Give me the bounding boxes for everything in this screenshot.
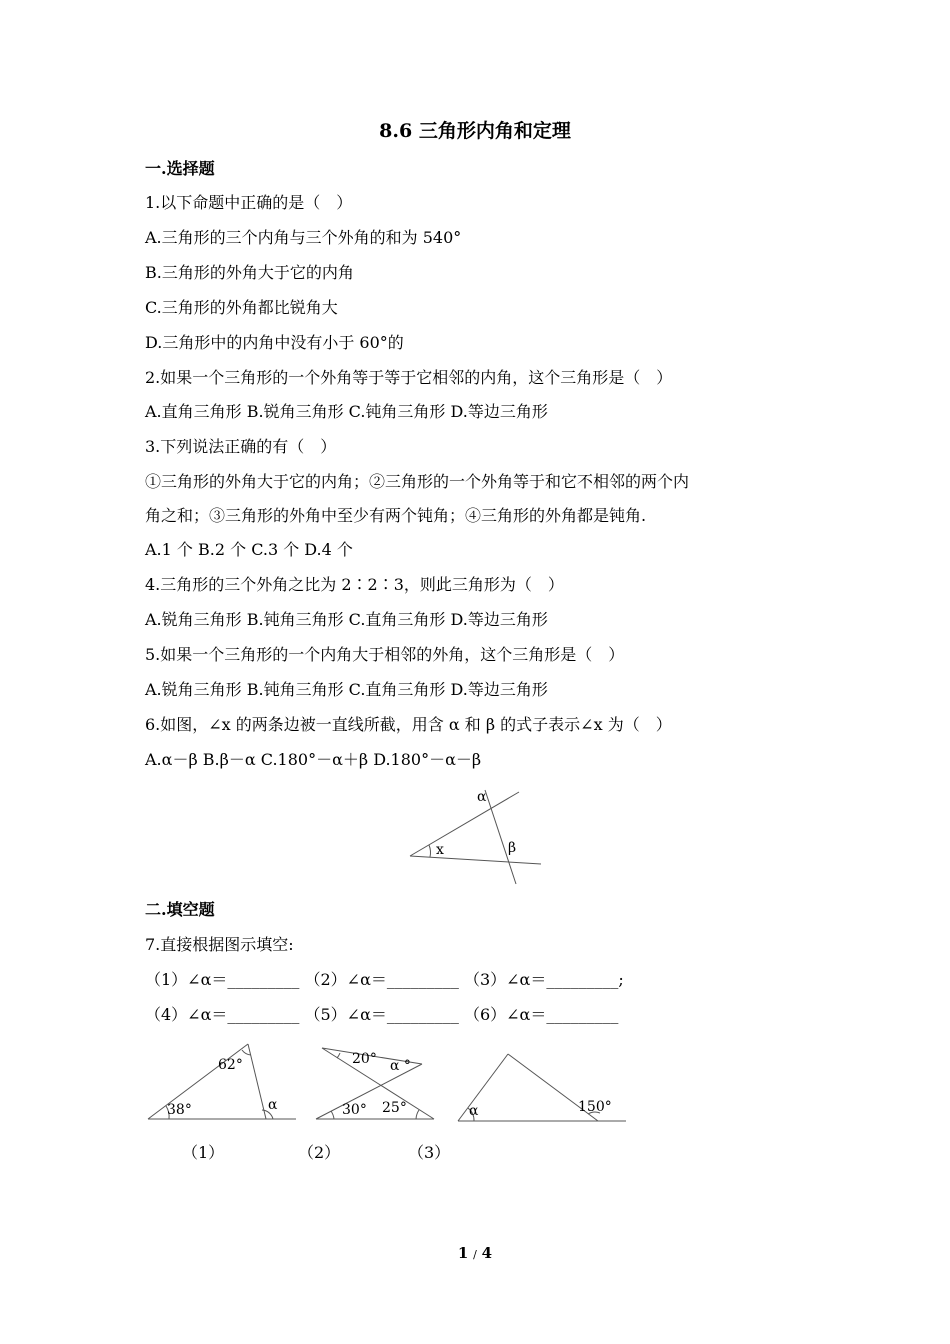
q6-figure xyxy=(405,785,545,885)
q6-lower-ray xyxy=(410,856,541,864)
q6-options: A.α－β B.β－α C.180°－α＋β D.180°－α－β xyxy=(145,750,482,769)
q6-upper-ray xyxy=(410,792,519,856)
q6-stem: 6.如图，∠x 的两条边被一直线所截，用含 α 和 β 的式子表示∠x 为（ ） xyxy=(145,715,672,734)
fig3-alpha-label: α xyxy=(469,1103,479,1119)
fig1-caption: （1） xyxy=(182,1143,225,1162)
q7-row2: （4）∠α＝_________ （5）∠α＝_________ （6）∠α＝_________ xyxy=(145,1005,619,1024)
fig2-arc-top xyxy=(337,1053,340,1058)
fig2-arc-right xyxy=(416,1110,419,1119)
q3-options: A.1 个 B.2 个 C.3 个 D.4 个 xyxy=(145,540,353,559)
q3-stem: 3.下列说法正确的有（ ） xyxy=(145,437,337,456)
page-total: 4 xyxy=(481,1244,493,1262)
q7-figure-1 xyxy=(140,1038,300,1128)
fig3-exterior-angle-label: 150° xyxy=(578,1099,612,1115)
q6-figure-svg xyxy=(405,785,545,885)
fig2-top-angle-label: 20° xyxy=(352,1051,377,1067)
fig1-alpha-label: α xyxy=(268,1097,278,1113)
page-number xyxy=(0,1244,950,1262)
fig2-right-angle-label: 25° xyxy=(382,1100,407,1116)
page-separator: / xyxy=(473,1248,477,1261)
q1-option-b: B.三角形的外角大于它的内角 xyxy=(145,263,354,282)
fig1-left-angle-label: 38° xyxy=(167,1102,192,1118)
q6-alpha-label: α xyxy=(477,789,487,805)
q7-row1: （1）∠α＝_________ （2）∠α＝_________ （3）∠α＝_________; xyxy=(145,970,624,989)
q1-stem: 1.以下命题中正确的是（ ） xyxy=(145,193,353,212)
fig2-caption: （2） xyxy=(298,1143,341,1162)
q6-transversal xyxy=(485,790,516,884)
q3-body-line2: 角之和；③三角形的外角中至少有两个钝角；④三角形的外角都是钝角. xyxy=(145,506,647,525)
q1-option-d: D.三角形中的内角中没有小于 60°的 xyxy=(145,333,404,352)
fig2-cross-line-a xyxy=(322,1048,434,1119)
fig2-arc-left xyxy=(331,1111,334,1119)
q6-angle-x-arc xyxy=(429,845,430,857)
q6-x-label: x xyxy=(436,842,444,858)
page-current: 1 xyxy=(457,1244,469,1262)
q7-figure-3 xyxy=(450,1048,630,1128)
q7-stem: 7.直接根据图示填空: xyxy=(145,935,294,954)
q2-options: A.直角三角形 B.锐角三角形 C.钝角三角形 D.等边三角形 xyxy=(145,402,548,421)
page-title: 8.6 三角形内角和定理 xyxy=(379,120,571,142)
fig1-left-side xyxy=(148,1044,248,1119)
section-fill-heading: 二.填空题 xyxy=(145,900,215,919)
fig2-left-angle-label: 30° xyxy=(342,1102,367,1118)
q6-beta-label: β xyxy=(508,840,517,856)
q2-stem: 2.如果一个三角形的一个外角等于等于它相邻的内角，这个三角形是（ ） xyxy=(145,368,673,387)
fig3-left-side xyxy=(458,1054,508,1121)
q4-stem: 4.三角形的三个外角之比为 2∶2∶3，则此三角形为（ ） xyxy=(145,575,564,594)
q1-option-c: C.三角形的外角都比锐角大 xyxy=(145,298,338,317)
q5-stem: 5.如果一个三角形的一个内角大于相邻的外角，这个三角形是（ ） xyxy=(145,645,625,664)
q3-body-line1: ①三角形的外角大于它的内角；②三角形的一个外角等于和它不相邻的两个内 xyxy=(145,472,690,491)
q1-option-a: A.三角形的三个内角与三个外角的和为 540° xyxy=(145,228,462,247)
section-choice-heading: 一.选择题 xyxy=(145,159,215,178)
fig2-alpha-label: α ° xyxy=(390,1058,411,1074)
q7-figure-2 xyxy=(310,1042,445,1128)
q5-options: A.锐角三角形 B.钝角三角形 C.直角三角形 D.等边三角形 xyxy=(145,680,548,699)
q4-options: A.锐角三角形 B.钝角三角形 C.直角三角形 D.等边三角形 xyxy=(145,610,548,629)
fig1-top-angle-label: 62° xyxy=(218,1057,243,1073)
fig3-caption: （3） xyxy=(408,1143,451,1162)
q7-figure-2-svg xyxy=(310,1042,445,1128)
q7-figure-1-svg xyxy=(140,1038,300,1128)
